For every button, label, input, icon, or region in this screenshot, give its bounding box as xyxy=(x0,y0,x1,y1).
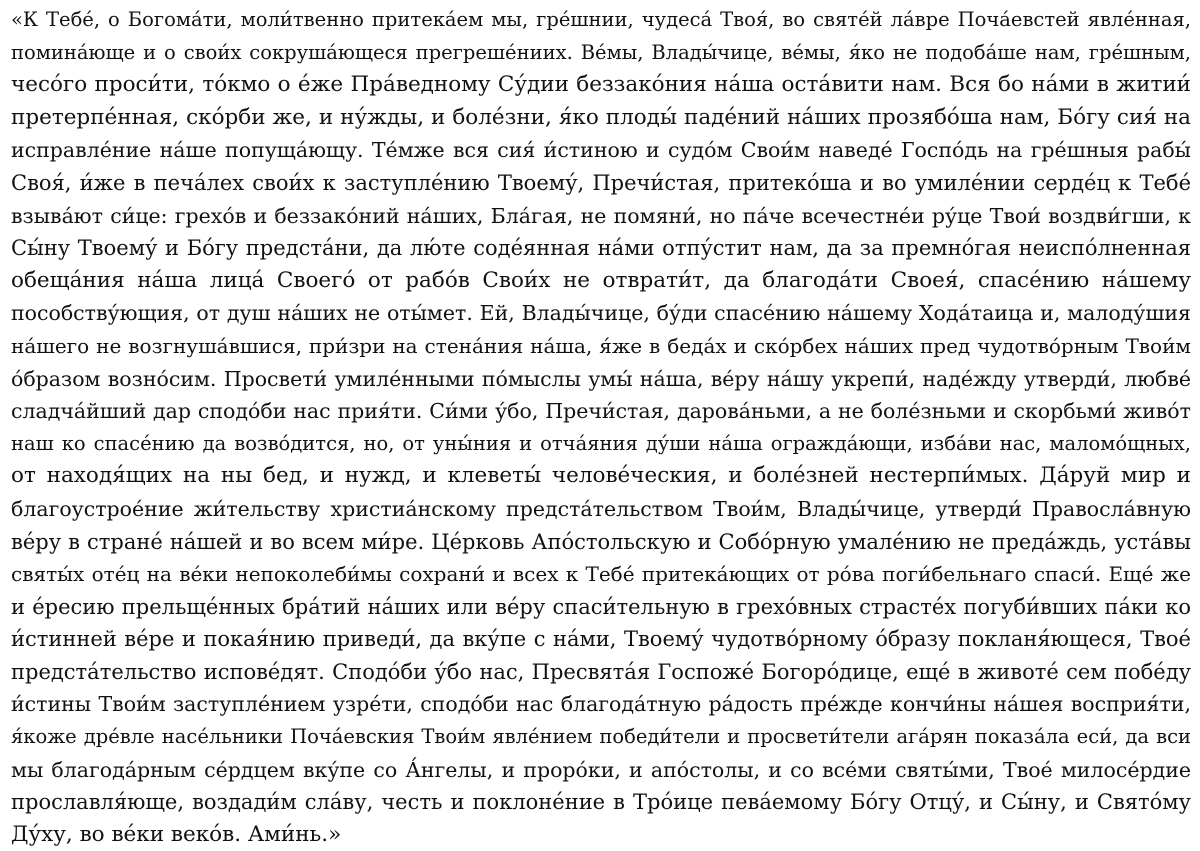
text-line-11: на́шего не возгнуша́вшися, при́зри на стена́ния на́ша, я́же в беда́х и ско́рбех на́ших пред чудотво́рным Твои́м xyxy=(11,333,1191,358)
text-line-5: исправле́ние на́ше попуща́ющу. Те́мже вся сия́ и́стиною и судо́м Свои́м наведе́ Госпо́дь на гре́шныя рабы́ xyxy=(11,138,1191,163)
text-line-19: и е́ресию прельще́нных бра́тий на́ших или ве́ру спаси́тельную в грехо́вных страсте́х погуби́вших па́ки ко xyxy=(11,594,1191,619)
text-line-4: претерпе́нная, ско́рби же, и ну́жды, и боле́зни, я́ко плоды́ паде́ний на́ших прозябо́ша нам, Бо́гу сия́ на xyxy=(11,104,1191,130)
text-line-2: помина́юще и о свои́х сокруша́ющеся прегреше́ниих. Ве́мы, Влады́чице, ве́мы, я́ко не подоба́ше нам, гре́шным, xyxy=(11,40,1191,64)
text-line-16: благоустрое́ние жи́тельству христиа́нскому предста́тельством Твои́м, Влады́чице, утверди́ Правосла́вную xyxy=(11,496,1191,521)
text-line-12: о́бразом возно́сим. Просвети́ умиле́нными по́мыслы умы́ на́ша, ве́ру на́шу укрепи́, наде́жду утверди́, любве́ xyxy=(11,366,1191,391)
text-line-1: «К Тебе́, о Богома́ти, моли́твенно притека́ем мы, гре́шнии, чудеса́ Твоя́, во святе́й ла́вре Поча́евстей явле́нная, xyxy=(11,8,1191,31)
text-line-26: Ду́ху, во ве́ки веко́в. Ами́нь.» xyxy=(11,821,342,847)
text-line-15: от находя́щих на ны бед, и нужд, и клеветы́ челове́ческия, и боле́зней нестерпи́мых. Да́руй мир и xyxy=(11,463,1191,489)
prayer-text-block xyxy=(11,4,1191,851)
text-line-9: обеща́ния на́ша лица́ Своего́ от рабо́в Свои́х не отврати́т, да благода́ти Своея́, спасе́нию на́шему xyxy=(11,267,1191,293)
text-line-8: Сы́ну Твоему́ и Бо́гу предста́ни, да лю́те соде́янная на́ми отпу́стит нам, да за премно́гая неиспо́лненная xyxy=(11,236,1191,261)
text-line-18: святы́х оте́ц на ве́ки непоколеби́мы сохрани́ и всех к Тебе́ притека́ющих от ро́ва поги́бельнаго спаси́. Еще́ же xyxy=(11,562,1191,587)
text-line-14: наш ко спасе́нию да возво́дится, но, от уны́ния и отча́яния ду́ши на́ша огражда́ющи, изба́ви нас, маломо́щных, xyxy=(11,431,1191,455)
text-line-25: прославля́юще, воздади́м сла́ву, честь и поклоне́ние в Тро́ице пева́емому Бо́гу Отцу́, и Сы́ну, и Свято́му xyxy=(11,790,1191,815)
text-line-17: ве́ру в стране́ на́шей и во всем ми́ре. Це́рковь Апо́стольскую и Собо́рную умале́нию не преда́ждь, уста́вы xyxy=(11,529,1191,554)
text-line-20: и́стинней ве́ре и покая́нию приведи́, да вку́пе с на́ми, Твоему́ чудотво́рному о́бразу покланя́ющеся, Твое́ xyxy=(11,627,1191,652)
text-line-3: чесо́го проси́ти, то́кмо о е́же Пра́ведному Су́дии беззако́ния на́ша оста́вити нам. Вся бо на́ми в житии́ xyxy=(11,72,1191,98)
text-line-7: взыва́ют си́це: грехо́в и беззако́ний на́ших, Бла́гая, не помяни́, но па́че всечестне́и ру́це Твои́ воздви́гши, к xyxy=(11,203,1191,228)
text-line-10: пособству́ющия, от душ на́ших не оты́мет. Ей, Влады́чице, бу́ди спасе́нию на́шему Хода́таица и, малоду́шия xyxy=(11,301,1191,326)
text-line-22: и́стины Твои́м заступле́нием узре́ти, сподо́би нас благода́тную ра́дость пре́жде кончи́ны на́шея восприя́ти, xyxy=(11,692,1191,717)
text-line-6: Своя́, и́же в печа́лех свои́х к заступле́нию Твоему́, Пречи́стая, притеко́ша и во умиле́нии серде́ц к Тебе́ xyxy=(11,170,1191,195)
text-line-23: я́коже дре́вле насе́льники Поча́евския Твои́м явле́нием победи́тели и просвети́тели ага́рян показа́ла еси́, да вси xyxy=(11,725,1191,749)
text-line-24: мы благода́рным се́рдцем вку́пе со А́нгелы, и проро́ки, и апо́столы, и со все́ми святы́ми, Твое́ милосе́рдие xyxy=(11,757,1191,782)
text-line-13: сладча́йший дар сподо́би нас прия́ти. Си́ми у́бо, Пречи́стая, дарова́ньми, а не боле́зньми и скорбьми́ живо́т xyxy=(11,399,1191,424)
text-line-21: предста́тельство испове́дят. Сподо́би у́бо нас, Пресвята́я Госпоже́ Богоро́дице, еще́ в животе́ сем побе́ду xyxy=(11,659,1191,684)
